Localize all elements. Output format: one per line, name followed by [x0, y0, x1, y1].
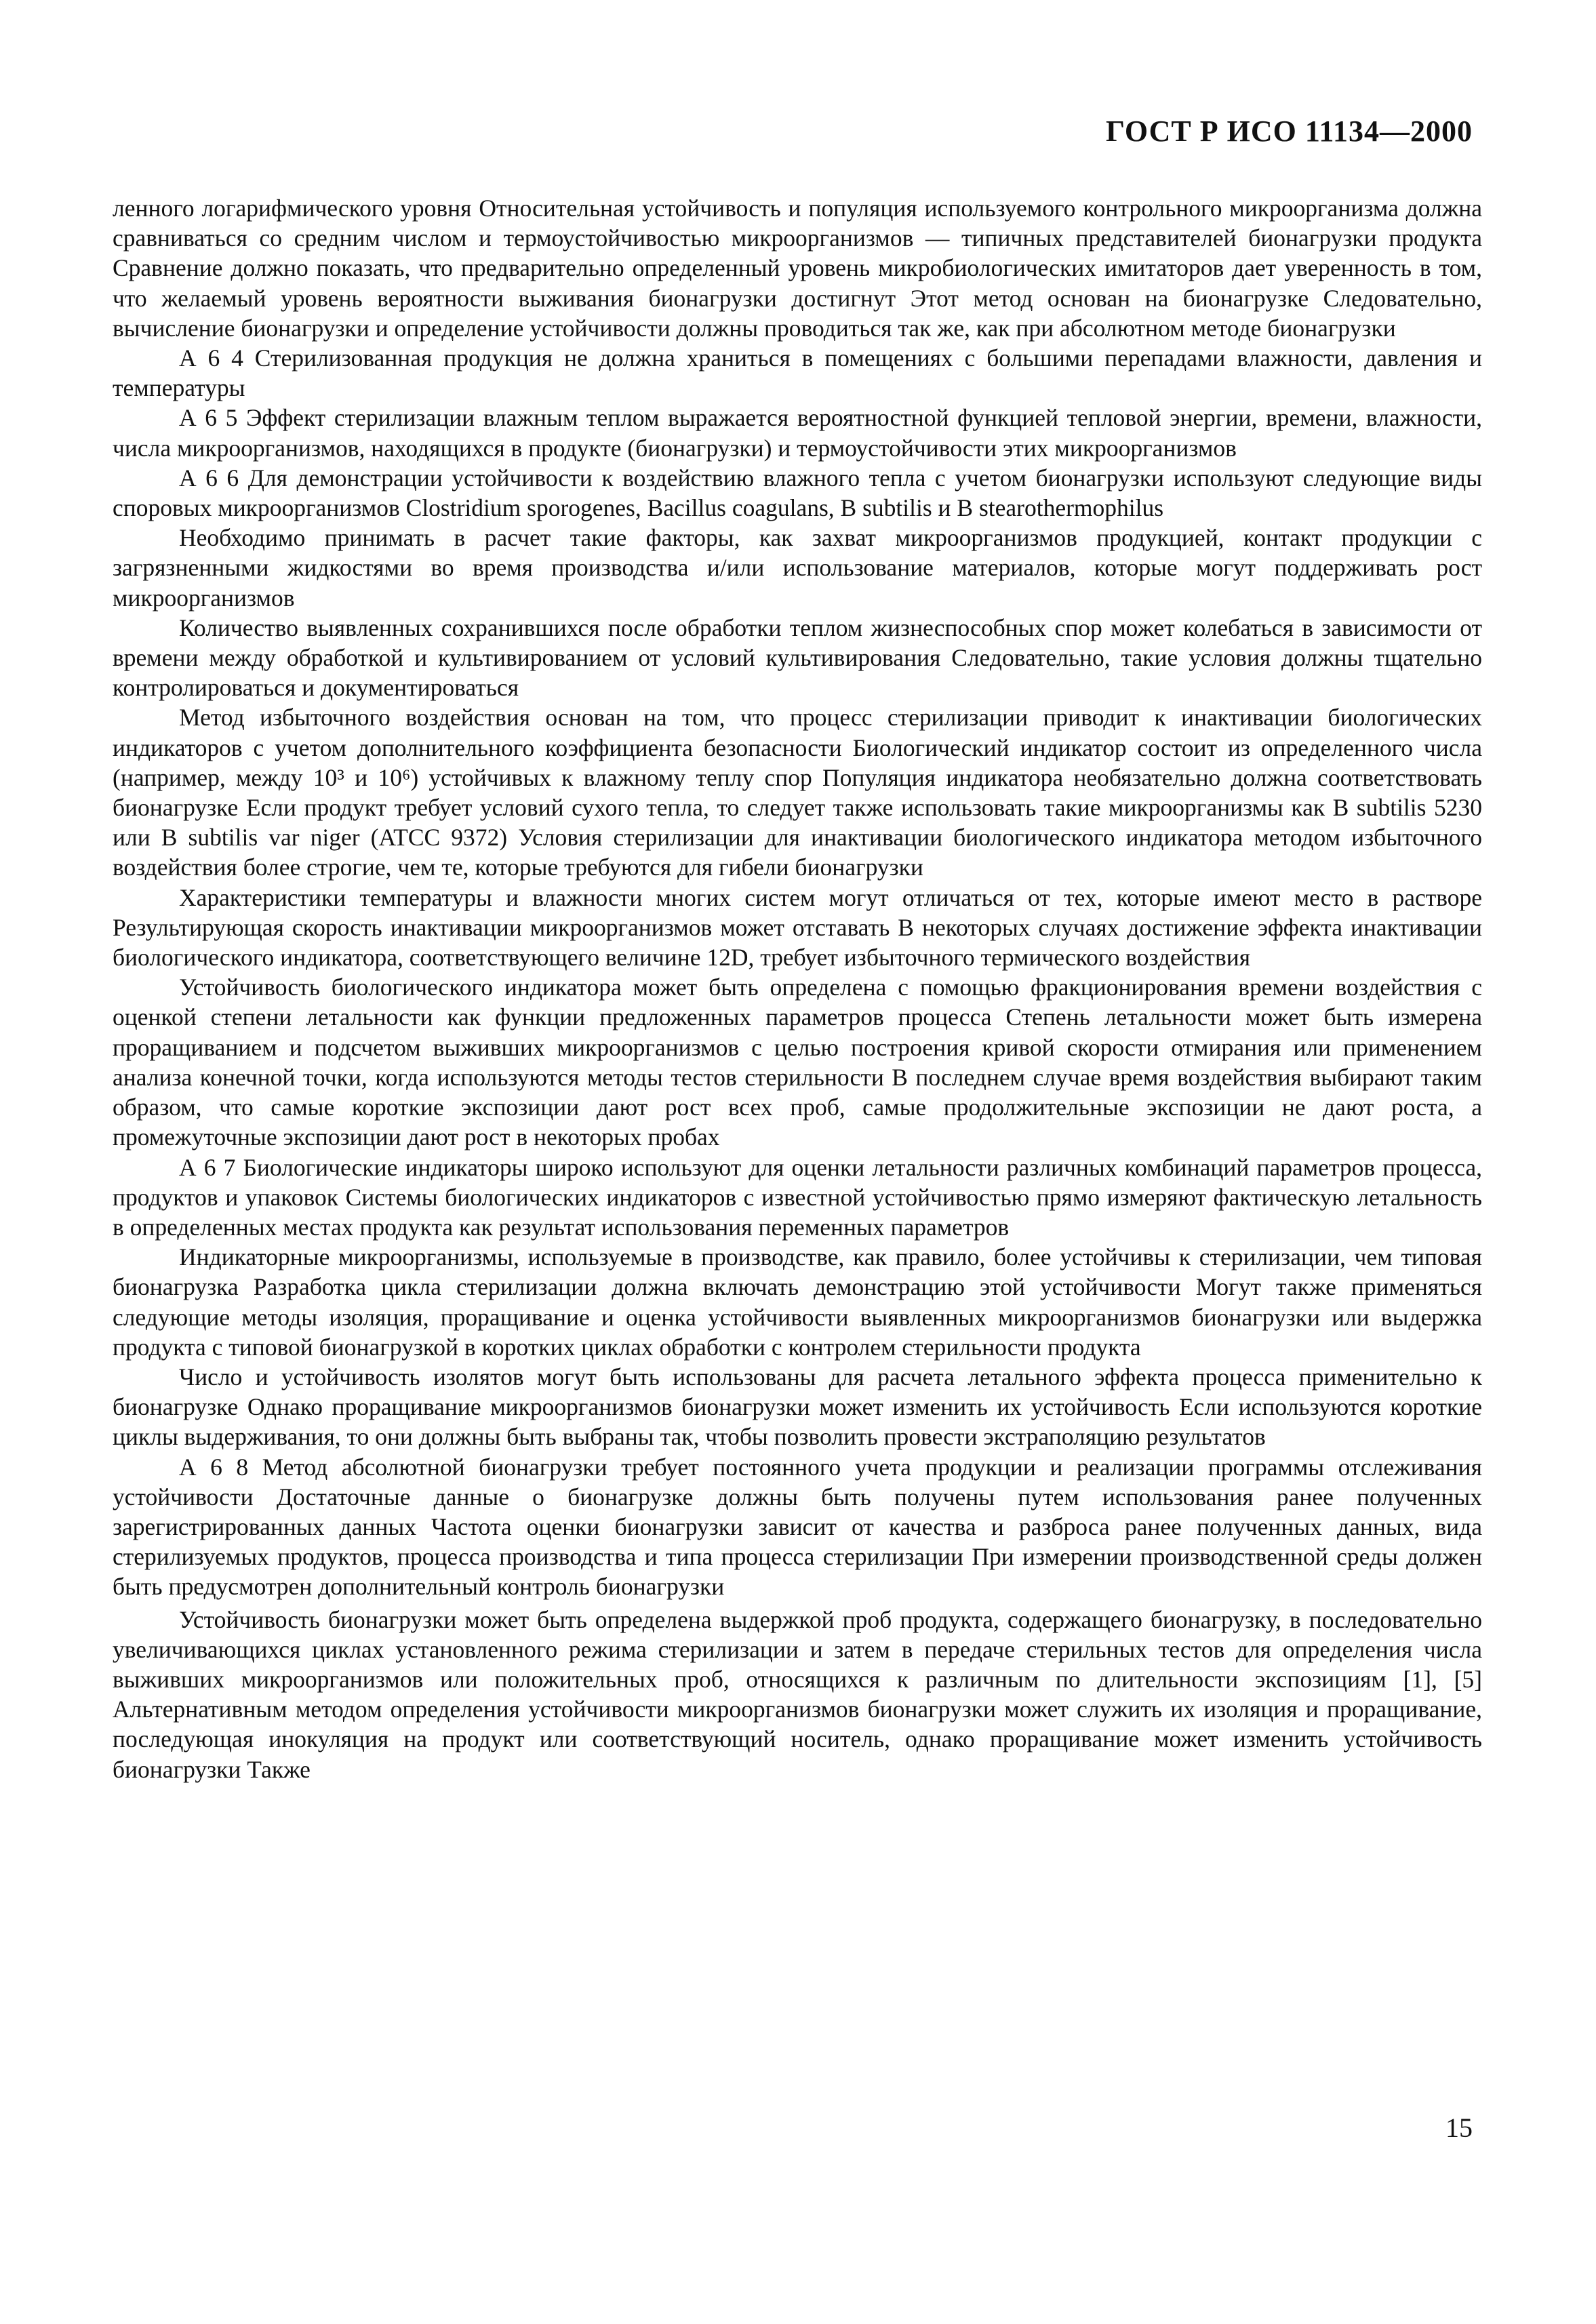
- paragraph: Устойчивость биологического индикатора может быть определена с помощью фракционирования времени воздействия с оценкой степени летальности как функции предложенных параметров процесса Степень летальности может быть измерена проращиванием и подсчетом выживших микроорганизмов с целью построения кривой скорости отмирания или применением анализа конечной точки, когда используются методы тестов стерильности В последнем случае время воздействия выбирают таким образом, что самые короткие экспозиции дают рост всех проб, самые продолжительные экспозиции не дают роста, а промежуточные экспозиции дают рост в некоторых пробах: [113, 974, 1482, 1151]
- standard-header: ГОСТ Р ИСО 11134—2000: [1105, 115, 1473, 148]
- paragraph-a64: А 6 4 Стерилизованная продукция не должна храниться в помещениях с большими перепадами влажности, давления и температуры: [113, 344, 1482, 402]
- paragraph: ленного логарифмического уровня Относительная устойчивость и популяция используемого контрольного микроорганизма должна сравниваться со средним числом и термоустойчивостью микроорганизмов — типичных представителей бионагрузки продукта Сравнение должно показать, что предварительно определенный уровень микробиологических имитаторов дает уверенность в том, что желаемый уровень вероятности выживания бионагрузки достигнут Этот метод основан на бионагрузке Следовательно, вычисление бионагрузки и определение устойчивости должны проводиться так же, как при абсолютном методе бионагрузки: [113, 195, 1482, 342]
- body-text: [113, 193, 1482, 1784]
- page-number: 15: [1445, 2112, 1473, 2143]
- paragraph: Индикаторные микроорганизмы, используемые в производстве, как правило, более устойчивы к стерилизации, чем типовая бионагрузка Разработка цикла стерилизации должна включать демонстрацию этой устойчивости Могут также применяться следующие методы изоляция, проращивание и оценка устойчивости выявленных микроорганизмов бионагрузки или выдержка продукта с типовой бионагрузкой в коротких циклах обработки с контролем стерильности продукта: [113, 1243, 1482, 1361]
- paragraph: Количество выявленных сохранившихся после обработки теплом жизнеспособных спор может колебаться в зависимости от времени между обработкой и культивированием от условий культивирования Следовательно, такие условия должны тщательно контролироваться и документироваться: [113, 614, 1482, 702]
- paragraph: Необходимо принимать в расчет такие факторы, как захват микроорганизмов продукцией, контакт продукции с загрязненными жидкостями во время производства и/или использование материалов, которые могут поддерживать рост микроорганизмов: [113, 524, 1482, 612]
- paragraph-a65: А 6 5 Эффект стерилизации влажным теплом выражается вероятностной функцией тепловой энергии, времени, влажности, числа микроорганизмов, находящихся в продукте (бионагрузки) и термоустойчивости этих микроорганизмов: [113, 404, 1482, 462]
- paragraph: Метод избыточного воздействия основан на том, что процесс стерилизации приводит к инактивации биологических индикаторов с учетом дополнительного коэффициента безопасности Биологический индикатор состоит из определенного числа (например, между 10³ и 10⁶) устойчивых к влажному теплу спор Популяция индикатора необязательно должна соответствовать бионагрузке Если продукт требует условий сухого тепла, то следует также использовать такие микроорганизмы как B subtіlіs 5230 или B subtіlіs var nіger (ATCC 9372) Условия стерилизации для инактивации биологического индикатора методом избыточного воздействия более строгие, чем те, которые требуются для гибели бионагрузки: [113, 704, 1482, 881]
- paragraph-a66: А 6 6 Для демонстрации устойчивости к воздействию влажного тепла с учетом бионагрузки используют следующие виды споровых микроорганизмов Clostrіdіum sporogenes, Bacіllus coagulans, B subtіlіs и B stearothermophіlus: [113, 464, 1482, 522]
- paragraph: Число и устойчивость изолятов могут быть использованы для расчета летального эффекта процесса применительно к бионагрузке Однако проращивание микроорганизмов бионагрузки может изменить их устойчивость Если используются короткие циклы выдерживания, то они должны быть выбраны так, чтобы позволить провести экстраполяцию результатов: [113, 1363, 1482, 1451]
- paragraph: Характеристики температуры и влажности многих систем могут отличаться от тех, которые имеют место в растворе Результирующая скорость инактивации микроорганизмов может отставать В некоторых случаях достижение эффекта инактивации биологического индикатора, соответствующего величине 12D, требует избыточного термического воздействия: [113, 883, 1482, 971]
- paragraph-a67: А 6 7 Биологические индикаторы широко используют для оценки летальности различных комбинаций параметров процесса, продуктов и упаковок Системы биологических индикаторов с известной устойчивостью прямо измеряют фактическую летальность в определенных местах продукта как результат использования переменных параметров: [113, 1153, 1482, 1241]
- paragraph-a68: А 6 8 Метод абсолютной бионагрузки требует постоянного учета продукции и реализации программы отслеживания устойчивости Достаточные данные о бионагрузке должны быть получены путем использования ранее полученных зарегистрированных данных Частота оценки бионагрузки зависит от качества и разброса ранее полученных данных, вида стерилизуемых продуктов, процесса производства и типа процесса стерилизации При измерении производственной среды должен быть предусмотрен дополнительный контроль бионагрузки: [113, 1453, 1482, 1601]
- paragraph: Устойчивость бионагрузки может быть определена выдержкой проб продукта, содержащего бионагрузку, в последовательно увеличивающихся циклах установленного режима стерилизации и затем в передаче стерильных тестов для определения числа выживших микроорганизмов или положительных проб, относящихся к различным по длительности экспозициям [1], [5] Альтернативным методом определения устойчивости микроорганизмов бионагрузки может служить их изоляция и проращивание, последующая инокуляция на продукт или соответствующий носитель, однако проращивание может изменить устойчивость бионагрузки Также: [113, 1605, 1482, 1783]
